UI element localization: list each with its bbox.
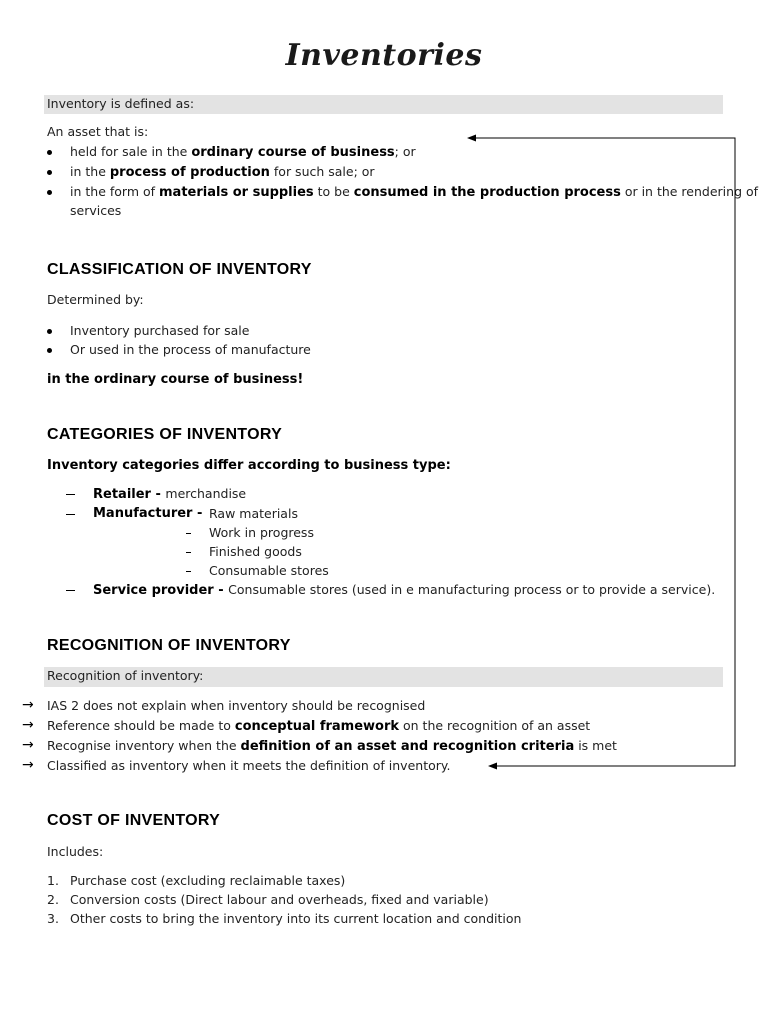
categories-heading: CATEGORIES OF INVENTORY (47, 426, 283, 443)
cost-item: Purchase cost (excluding reclaimable taxes) (70, 873, 346, 888)
right-arrow-icon: → (22, 697, 34, 713)
recognition-point-2: Reference should be made to conceptual framework on the recognition of an asset (47, 718, 591, 734)
manufacturer-item: Raw materials (209, 506, 298, 521)
categories-intro: Inventory categories differ according to business type: (47, 458, 451, 473)
cost-item-number: 1. (47, 873, 59, 888)
cost-heading: COST OF INVENTORY (47, 812, 221, 829)
arrowhead-icon (467, 135, 476, 142)
manufacturer-item: Consumable stores (209, 563, 329, 578)
manufacturer-item: Finished goods (209, 544, 302, 559)
cost-item: Conversion costs (Direct labour and overheads, fixed and variable) (70, 892, 489, 907)
classification-heading: CLASSIFICATION OF INVENTORY (47, 261, 312, 278)
right-arrow-icon: → (22, 737, 34, 753)
category-manufacturer: Manufacturer - (93, 506, 203, 521)
definition-bullet-3: in the form of materials or supplies to be consumed in the production process or in the rendering of (70, 184, 759, 200)
recognition-point-1: IAS 2 does not explain when inventory should be recognised (47, 698, 426, 713)
definition-bullet-3-cont: services (70, 203, 122, 218)
cost-includes: Includes: (47, 844, 104, 859)
classification-bullet-1: Inventory purchased for sale (70, 323, 250, 338)
arrowhead-icon (488, 763, 497, 770)
manufacturer-item: Work in progress (209, 525, 314, 540)
cost-item-number: 2. (47, 892, 59, 907)
recognition-band-label: Recognition of inventory: (47, 668, 204, 683)
recognition-heading: RECOGNITION OF INVENTORY (47, 637, 291, 654)
definition-bullet-2: in the process of production for such sale; or (70, 164, 375, 180)
category-retailer: Retailer - merchandise (93, 486, 247, 502)
cost-item: Other costs to bring the inventory into its current location and condition (70, 911, 522, 926)
classification-bullet-2: Or used in the process of manufacture (70, 342, 311, 357)
category-service-provider: Service provider - Consumable stores (used in e manufacturing process or to provide a service). (93, 582, 716, 598)
cost-item-number: 3. (47, 911, 59, 926)
definition-band-label: Inventory is defined as: (47, 96, 195, 111)
recognition-point-4: Classified as inventory when it meets the definition of inventory. (47, 758, 451, 773)
right-arrow-icon: → (22, 757, 34, 773)
recognition-point-3: Recognise inventory when the definition of an asset and recognition criteria is met (47, 738, 617, 754)
classification-determined: Determined by: (47, 292, 144, 307)
definition-bullet-1: held for sale in the ordinary course of business; or (70, 144, 416, 160)
page-title: Inventories (285, 38, 483, 73)
right-arrow-icon: → (22, 717, 34, 733)
classification-footer: in the ordinary course of business! (47, 372, 304, 387)
definition-intro: An asset that is: (47, 124, 149, 139)
